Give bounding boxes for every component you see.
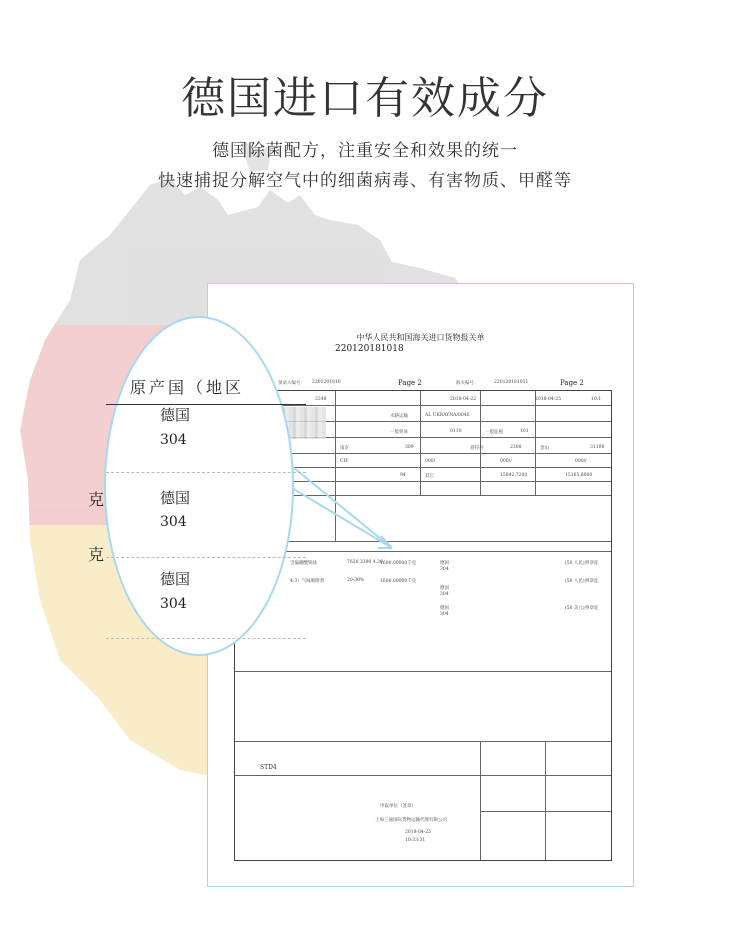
field-currency-3: 000// (575, 459, 587, 464)
declarer-label: 申报单位（签章） (380, 804, 416, 809)
field-country-code: 2308 (510, 445, 522, 450)
goods-3-origin: 德国 (440, 606, 449, 611)
magnified-origin-1: 德国 (160, 406, 191, 424)
goods-2-origin-code: 304 (440, 592, 449, 597)
goods-1-currency: (50 人民) (565, 561, 585, 566)
page-label-left: Page 2 (398, 379, 422, 387)
preentry-label: 预录入编号： (278, 381, 305, 386)
declare-time: 10:33:31 (405, 838, 426, 843)
magnified-code-2: 304 (160, 514, 187, 530)
goods-3-mode: 照章征 (585, 606, 599, 611)
magnified-side-text-2: 克 (88, 545, 105, 564)
magnified-code-3: 304 (160, 596, 187, 612)
declare-date: 2018-04-25 (405, 830, 431, 835)
goods-1-origin-code: 304 (440, 567, 449, 572)
customs-label: 海关编号： (456, 381, 479, 386)
field-gross-weight: 15842.7200 (500, 473, 528, 478)
field-terms: CIF (340, 459, 349, 464)
field-tax-mode: 一般征税 (485, 430, 503, 435)
field-packages: 94 (400, 473, 406, 478)
page-subtitle-line2: 快速捕捉分解空气中的细菌病毒、有害物质、甲醛等 (158, 171, 572, 191)
field-pack-type: 其它 (425, 474, 434, 479)
declarer-company: 上海三通国际货物运输代理有限公司 (375, 818, 447, 823)
page-title: 德国进口有效成分 (181, 73, 549, 124)
magnified-origin-2: 德国 (160, 489, 191, 507)
field-code: 2248 (315, 397, 327, 402)
magnified-origin-header: 原产国（地区 (130, 378, 245, 397)
goods-1-origin: 德国 (440, 561, 449, 566)
goods-3-origin-code: 304 (440, 612, 449, 617)
goods-3-currency: (50 美元) (565, 606, 585, 611)
field-date-import: 2018-04-22 (450, 397, 476, 402)
field-place-code: 309 (405, 445, 414, 450)
std-code: STD4 (260, 764, 277, 771)
field-vessel: AL UKRAYNA/804E (425, 413, 470, 418)
field-place: 南京 (340, 446, 349, 451)
magnified-side-text-1: 克 (88, 490, 105, 509)
goods-2-mode: 照章征 (585, 579, 599, 584)
page-subtitle-line1: 德国除菌配方，注重安全和效果的统一 (212, 141, 518, 161)
preentry-number: 2201201810 (312, 380, 341, 385)
field-trade-mode: 一般贸易 (390, 430, 408, 435)
goods-2-spec: 20-30% (347, 578, 365, 583)
goods-2-qty: 1600.00000千克 (380, 579, 417, 584)
field-country: 意特丹 (470, 446, 484, 451)
goods-2-origin: 德国 (440, 586, 449, 591)
goods-1-mode: 照章征 (585, 561, 599, 566)
magnified-code-1: 304 (160, 432, 187, 448)
field-trade-code: 0110 (450, 429, 462, 434)
goods-1-spec: 7620 3390 4.30 (347, 560, 383, 565)
magnified-origin-3: 德国 (160, 570, 191, 588)
customs-number: 220120181011 (494, 380, 529, 385)
magnifier-bubble (88, 316, 294, 656)
field-days: 10:1 (591, 397, 602, 402)
field-currency-1: 000/ (425, 459, 436, 464)
field-currency-2: 000// (500, 459, 512, 464)
field-net-weight: 15165.8000 (565, 473, 593, 478)
goods-2-currency: (50 人民) (565, 579, 585, 584)
goods-2-name: 4-3）气味吸附剂 (290, 579, 325, 584)
document-number: 220120181018 (335, 344, 404, 354)
field-date-declare: 2018-04-25 (535, 397, 561, 402)
field-tax-code: 101 (520, 429, 529, 434)
goods-1-name: 含偏硼酸钠盐 (290, 561, 317, 566)
page-label-right: Page 2 (560, 379, 584, 387)
document-title: 中华人民共和国海关进口货物报关单 (356, 333, 485, 342)
field-port: 金山 (540, 446, 549, 451)
field-transport: 水路运输 (390, 414, 408, 419)
goods-1-qty: 1600.00000千克 (380, 561, 417, 566)
field-port-code: 31198 (590, 445, 605, 450)
